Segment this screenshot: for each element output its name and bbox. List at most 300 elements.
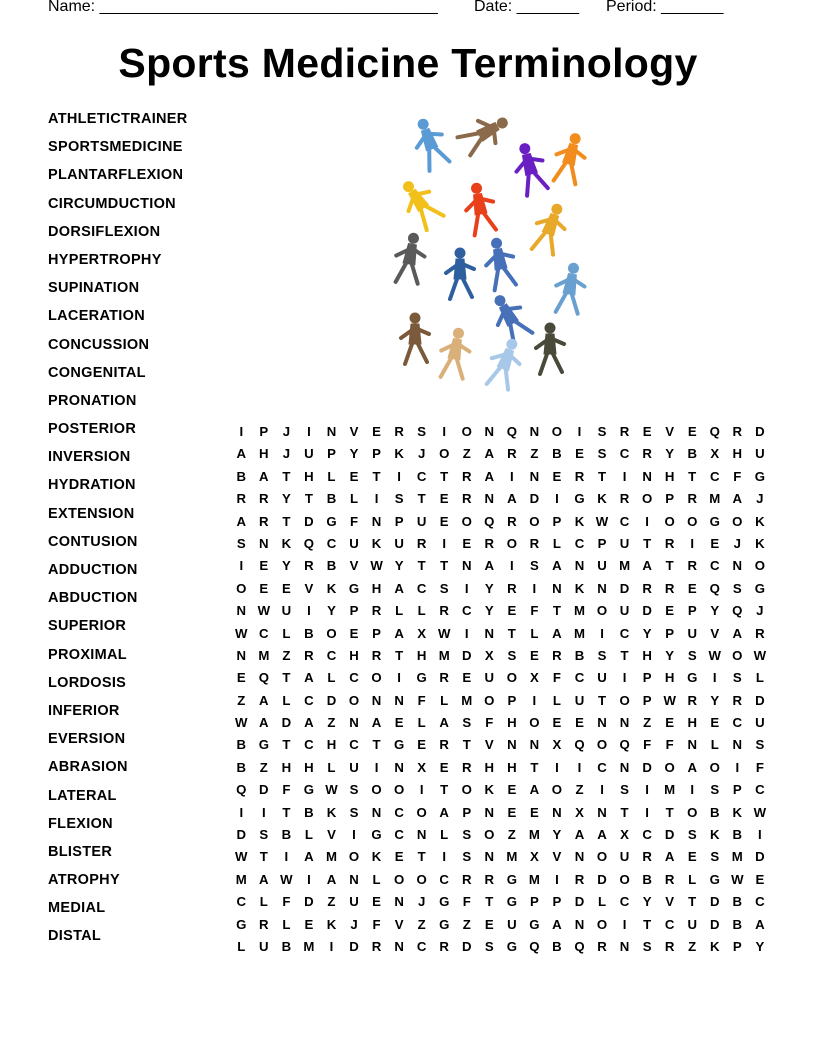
grid-letter[interactable]: C [574,535,585,551]
grid-letter[interactable]: I [374,491,379,507]
grid-letter[interactable]: I [645,782,649,798]
grid-letter[interactable]: H [304,759,314,775]
grid-letter[interactable]: R [236,491,247,507]
grid-letter[interactable]: N [484,491,495,507]
grid-letter[interactable]: G [393,737,405,753]
grid-letter[interactable]: J [417,894,426,910]
grid-letter[interactable]: M [573,603,585,619]
grid-letter[interactable]: S [484,938,494,954]
grid-letter[interactable]: I [352,827,356,843]
grid-letter[interactable]: N [687,737,697,753]
grid-letter[interactable]: N [732,558,743,574]
grid-letter[interactable]: N [349,715,359,731]
grid-letter[interactable]: C [259,625,269,641]
grid-letter[interactable]: J [733,535,741,551]
grid-letter[interactable]: N [484,424,495,439]
grid-letter[interactable]: A [574,827,585,843]
grid-letter[interactable]: E [439,491,449,507]
grid-letter[interactable]: Z [462,916,471,932]
grid-letter[interactable]: M [664,782,676,798]
grid-letter[interactable]: J [282,446,291,462]
grid-letter[interactable]: B [236,468,247,484]
grid-letter[interactable]: X [710,446,720,462]
grid-letter[interactable]: H [664,468,675,484]
grid-letter[interactable]: S [439,580,449,596]
grid-letter[interactable]: I [758,827,762,843]
grid-letter[interactable]: N [732,737,743,753]
grid-letter[interactable]: N [529,737,540,753]
grid-letter[interactable]: U [484,670,495,686]
grid-letter[interactable]: F [349,513,359,529]
name-field[interactable]: Name: ______________________________________ [48,0,438,15]
grid-letter[interactable]: D [326,692,337,708]
grid-letter[interactable]: S [620,782,629,798]
grid-letter[interactable]: P [597,535,607,551]
grid-letter[interactable]: E [507,782,517,798]
grid-letter[interactable]: K [326,916,337,932]
grid-letter[interactable]: R [642,580,652,596]
grid-letter[interactable]: R [574,871,585,887]
grid-letter[interactable]: E [304,916,314,932]
grid-letter[interactable]: C [439,871,449,887]
grid-letter[interactable]: R [304,558,314,574]
grid-letter[interactable]: I [600,782,604,798]
grid-letter[interactable]: D [642,603,652,619]
grid-letter[interactable]: R [732,424,743,439]
grid-letter[interactable]: I [329,938,334,954]
grid-letter[interactable]: S [642,938,652,954]
grid-letter[interactable]: E [529,804,539,820]
grid-letter[interactable]: A [529,782,540,798]
grid-letter[interactable]: E [507,603,517,619]
grid-letter[interactable]: G [236,916,247,932]
grid-letter[interactable]: T [440,558,449,574]
grid-letter[interactable]: R [664,580,675,596]
grid-letter[interactable]: R [732,692,743,708]
grid-letter[interactable]: G [439,894,450,910]
grid-letter[interactable]: T [552,603,561,619]
grid-letter[interactable]: A [371,715,382,731]
grid-letter[interactable]: P [642,670,652,686]
grid-letter[interactable]: W [280,871,293,887]
grid-letter[interactable]: O [551,782,563,798]
grid-letter[interactable]: X [417,759,427,775]
grid-letter[interactable]: G [371,827,382,843]
grid-letter[interactable]: H [507,715,517,731]
grid-letter[interactable]: O [416,804,427,820]
grid-letter[interactable]: H [281,759,292,775]
grid-letter[interactable]: R [371,938,382,954]
grid-letter[interactable]: O [687,513,698,529]
grid-letter[interactable]: H [642,647,652,663]
grid-letter[interactable]: R [507,580,517,596]
grid-letter[interactable]: I [374,759,379,775]
grid-letter[interactable]: C [619,894,630,910]
grid-letter[interactable]: I [397,468,401,484]
grid-letter[interactable]: O [687,804,698,820]
grid-letter[interactable]: M [731,849,743,865]
grid-letter[interactable]: O [754,558,765,574]
grid-letter[interactable]: N [484,849,495,865]
grid-letter[interactable]: N [507,737,517,753]
grid-letter[interactable]: P [552,513,562,529]
grid-letter[interactable]: T [440,468,449,484]
grid-letter[interactable]: P [665,625,675,641]
grid-letter[interactable]: E [687,424,697,439]
grid-letter[interactable]: S [597,647,607,663]
grid-letter[interactable]: K [574,513,585,529]
grid-letter[interactable]: H [416,647,427,663]
grid-letter[interactable]: S [597,424,607,439]
grid-letter[interactable]: A [259,715,269,731]
grid-letter[interactable]: A [304,670,314,686]
grid-letter[interactable]: D [529,491,540,507]
grid-letter[interactable]: N [236,647,247,663]
grid-letter[interactable]: N [619,715,630,731]
grid-letter[interactable]: K [755,535,765,551]
grid-letter[interactable]: N [484,625,495,641]
grid-letter[interactable]: T [440,782,449,798]
grid-letter[interactable]: N [619,938,630,954]
grid-letter[interactable]: F [552,670,561,686]
grid-letter[interactable]: C [732,715,743,731]
grid-letter[interactable]: I [307,603,311,619]
grid-letter[interactable]: N [619,759,630,775]
grid-letter[interactable]: E [529,647,539,663]
grid-letter[interactable]: C [642,827,652,843]
grid-letter[interactable]: L [237,938,246,954]
grid-letter[interactable]: T [643,916,652,932]
grid-letter[interactable]: F [462,894,471,910]
grid-letter[interactable]: R [619,491,630,507]
grid-letter[interactable]: S [687,827,697,843]
grid-letter[interactable]: E [552,715,562,731]
grid-letter[interactable]: M [619,558,631,574]
grid-letter[interactable]: L [440,827,449,843]
grid-letter[interactable]: S [236,535,246,551]
grid-letter[interactable]: F [282,894,291,910]
grid-letter[interactable]: O [393,871,405,887]
grid-letter[interactable]: A [484,468,495,484]
grid-letter[interactable]: L [282,625,291,641]
grid-letter[interactable]: D [755,424,765,439]
grid-letter[interactable]: P [507,692,517,708]
grid-letter[interactable]: B [732,916,743,932]
grid-letter[interactable]: N [597,804,607,820]
grid-letter[interactable]: M [461,692,473,708]
grid-letter[interactable]: G [754,468,765,484]
grid-letter[interactable]: R [529,535,540,551]
grid-letter[interactable]: Q [258,670,269,686]
grid-letter[interactable]: T [620,804,629,820]
grid-letter[interactable]: L [304,827,313,843]
grid-letter[interactable]: I [307,424,311,439]
grid-letter[interactable]: I [442,535,447,551]
grid-letter[interactable]: F [530,603,539,619]
grid-letter[interactable]: A [642,558,652,574]
grid-letter[interactable]: O [732,513,743,529]
grid-letter[interactable]: R [687,692,697,708]
grid-letter[interactable]: O [551,424,563,439]
grid-letter[interactable]: P [349,603,359,619]
grid-letter[interactable]: K [394,446,404,462]
grid-letter[interactable]: W [235,625,248,641]
grid-letter[interactable]: Y [552,827,562,843]
grid-letter[interactable]: K [326,804,337,820]
grid-letter[interactable]: D [349,938,359,954]
grid-letter[interactable]: O [641,491,653,507]
grid-letter[interactable]: H [326,737,337,753]
grid-letter[interactable]: H [304,468,314,484]
grid-letter[interactable]: W [708,647,721,663]
grid-letter[interactable]: P [327,446,336,462]
grid-letter[interactable]: K [326,580,337,596]
grid-letter[interactable]: B [236,759,247,775]
grid-letter[interactable]: I [239,804,244,820]
grid-letter[interactable]: C [619,625,630,641]
grid-letter[interactable]: T [372,468,381,484]
grid-letter[interactable]: E [687,849,697,865]
grid-letter[interactable]: C [619,513,630,529]
grid-letter[interactable]: U [394,535,404,551]
grid-letter[interactable]: T [485,894,494,910]
grid-letter[interactable]: S [462,715,472,731]
grid-letter[interactable]: B [642,871,652,887]
grid-letter[interactable]: T [620,647,629,663]
grid-letter[interactable]: I [555,491,559,507]
grid-letter[interactable]: W [235,715,248,731]
grid-letter[interactable]: D [461,647,472,663]
grid-letter[interactable]: A [259,468,269,484]
grid-letter[interactable]: P [665,491,675,507]
grid-letter[interactable]: O [732,647,743,663]
grid-letter[interactable]: N [236,603,247,619]
grid-letter[interactable]: K [597,491,607,507]
grid-letter[interactable]: G [709,871,720,887]
grid-letter[interactable]: G [506,938,517,954]
grid-letter[interactable]: I [464,580,469,596]
grid-letter[interactable]: D [236,827,247,843]
grid-letter[interactable]: I [712,670,717,686]
grid-letter[interactable]: U [619,603,630,619]
grid-letter[interactable]: O [596,603,608,619]
grid-letter[interactable]: P [372,446,381,462]
grid-letter[interactable]: B [552,938,562,954]
grid-letter[interactable]: E [417,737,427,753]
grid-letter[interactable]: R [484,535,495,551]
grid-letter[interactable]: T [372,737,381,753]
grid-letter[interactable]: J [282,424,291,439]
grid-letter[interactable]: C [461,603,472,619]
grid-letter[interactable]: M [506,849,518,865]
grid-letter[interactable]: R [394,424,404,439]
grid-letter[interactable]: U [755,446,765,462]
grid-letter[interactable]: T [417,491,426,507]
grid-letter[interactable]: E [349,468,359,484]
grid-letter[interactable]: P [529,894,539,910]
grid-letter[interactable]: R [259,916,269,932]
grid-letter[interactable]: N [552,804,562,820]
grid-letter[interactable]: N [597,580,607,596]
grid-letter[interactable]: N [326,424,337,439]
grid-letter[interactable]: H [664,670,675,686]
grid-letter[interactable]: A [484,446,495,462]
grid-letter[interactable]: Z [282,647,291,663]
grid-letter[interactable]: N [394,759,404,775]
grid-letter[interactable]: S [755,737,765,753]
grid-letter[interactable]: M [709,491,721,507]
grid-letter[interactable]: V [349,558,359,574]
grid-letter[interactable]: D [755,692,765,708]
grid-letter[interactable]: Z [237,692,246,708]
grid-letter[interactable]: M [303,938,315,954]
grid-letter[interactable]: O [506,535,517,551]
grid-letter[interactable]: I [577,759,582,775]
grid-letter[interactable]: W [325,782,338,798]
grid-letter[interactable]: C [709,468,720,484]
grid-letter[interactable]: L [327,670,336,686]
grid-letter[interactable]: C [416,468,427,484]
grid-letter[interactable]: B [732,827,743,843]
grid-letter[interactable]: I [307,871,311,887]
grid-letter[interactable]: S [462,849,472,865]
grid-letter[interactable]: E [710,715,720,731]
grid-letter[interactable]: E [372,424,381,439]
grid-letter[interactable]: O [506,670,517,686]
grid-letter[interactable]: N [574,849,585,865]
grid-letter[interactable]: I [577,424,582,439]
grid-letter[interactable]: I [622,670,627,686]
grid-letter[interactable]: A [507,491,517,507]
grid-letter[interactable]: D [597,871,607,887]
grid-letter[interactable]: P [642,692,652,708]
grid-letter[interactable]: H [732,446,743,462]
grid-letter[interactable]: Q [732,603,743,619]
grid-letter[interactable]: C [597,759,607,775]
grid-letter[interactable]: L [552,692,561,708]
grid-letter[interactable]: Z [643,715,652,731]
grid-letter[interactable]: Q [303,535,315,551]
grid-letter[interactable]: M [258,647,270,663]
grid-letter[interactable]: A [484,558,495,574]
grid-letter[interactable]: Y [281,558,291,574]
grid-letter[interactable]: G [348,580,360,596]
grid-letter[interactable]: Y [394,558,404,574]
grid-letter[interactable]: X [417,625,427,641]
grid-letter[interactable]: Z [530,446,539,462]
grid-letter[interactable]: I [284,849,289,865]
grid-letter[interactable]: U [597,670,607,686]
grid-letter[interactable]: P [732,938,742,954]
grid-letter[interactable]: A [687,759,697,775]
grid-letter[interactable]: Z [327,894,336,910]
grid-letter[interactable]: D [281,715,292,731]
grid-letter[interactable]: O [619,692,630,708]
grid-letter[interactable]: H [349,647,359,663]
grid-letter[interactable]: R [371,603,382,619]
grid-letter[interactable]: R [687,558,697,574]
grid-letter[interactable]: N [371,692,382,708]
grid-letter[interactable]: M [438,647,450,663]
grid-letter[interactable]: S [394,491,404,507]
grid-letter[interactable]: U [349,759,359,775]
grid-letter[interactable]: T [304,491,313,507]
grid-letter[interactable]: H [371,580,382,596]
grid-letter[interactable]: L [259,894,268,910]
grid-letter[interactable]: F [417,692,426,708]
grid-letter[interactable]: X [620,827,629,843]
grid-letter[interactable]: N [259,535,269,551]
grid-letter[interactable]: A [732,625,743,641]
grid-letter[interactable]: O [236,580,247,596]
grid-letter[interactable]: C [755,894,765,910]
period-field[interactable]: Period: _______ [606,0,724,15]
grid-letter[interactable]: E [281,580,291,596]
grid-letter[interactable]: L [688,871,697,887]
grid-letter[interactable]: N [394,938,404,954]
grid-letter[interactable]: U [619,849,630,865]
grid-letter[interactable]: O [461,424,472,439]
grid-letter[interactable]: V [665,424,675,439]
grid-letter[interactable]: K [281,535,292,551]
grid-letter[interactable]: T [507,625,516,641]
grid-letter[interactable]: A [394,625,404,641]
grid-letter[interactable]: B [574,647,585,663]
grid-letter[interactable]: O [393,782,405,798]
grid-letter[interactable]: P [687,603,697,619]
grid-letter[interactable]: Z [462,446,471,462]
grid-letter[interactable]: O [596,916,608,932]
grid-letter[interactable]: K [484,782,495,798]
grid-letter[interactable]: S [529,558,539,574]
grid-letter[interactable]: I [261,804,266,820]
grid-letter[interactable]: R [439,938,449,954]
grid-letter[interactable]: D [664,827,675,843]
grid-letter[interactable]: G [326,513,337,529]
grid-letter[interactable]: A [552,558,562,574]
grid-letter[interactable]: E [394,849,404,865]
grid-letter[interactable]: R [371,647,382,663]
grid-letter[interactable]: W [370,558,383,574]
grid-letter[interactable]: O [461,782,472,798]
grid-letter[interactable]: R [461,871,472,887]
grid-letter[interactable]: I [239,424,244,439]
grid-letter[interactable]: R [439,737,449,753]
grid-letter[interactable]: V [327,827,336,843]
grid-letter[interactable]: B [281,938,292,954]
grid-letter[interactable]: T [688,468,697,484]
grid-letter[interactable]: Z [688,938,697,954]
grid-letter[interactable]: C [349,737,359,753]
grid-letter[interactable]: L [395,603,404,619]
grid-letter[interactable]: T [665,558,674,574]
grid-letter[interactable]: H [259,446,269,462]
grid-letter[interactable]: G [574,491,585,507]
grid-letter[interactable]: I [690,535,695,551]
grid-letter[interactable]: I [622,916,627,932]
grid-letter[interactable]: K [371,535,382,551]
grid-letter[interactable]: I [510,468,514,484]
grid-letter[interactable]: S [349,782,359,798]
grid-letter[interactable]: R [552,647,562,663]
grid-letter[interactable]: O [664,513,675,529]
grid-letter[interactable]: E [687,580,697,596]
grid-letter[interactable]: O [529,715,540,731]
grid-letter[interactable]: S [507,647,517,663]
grid-letter[interactable]: Q [236,782,247,798]
grid-letter[interactable]: T [282,737,291,753]
grid-letter[interactable]: Y [642,894,652,910]
